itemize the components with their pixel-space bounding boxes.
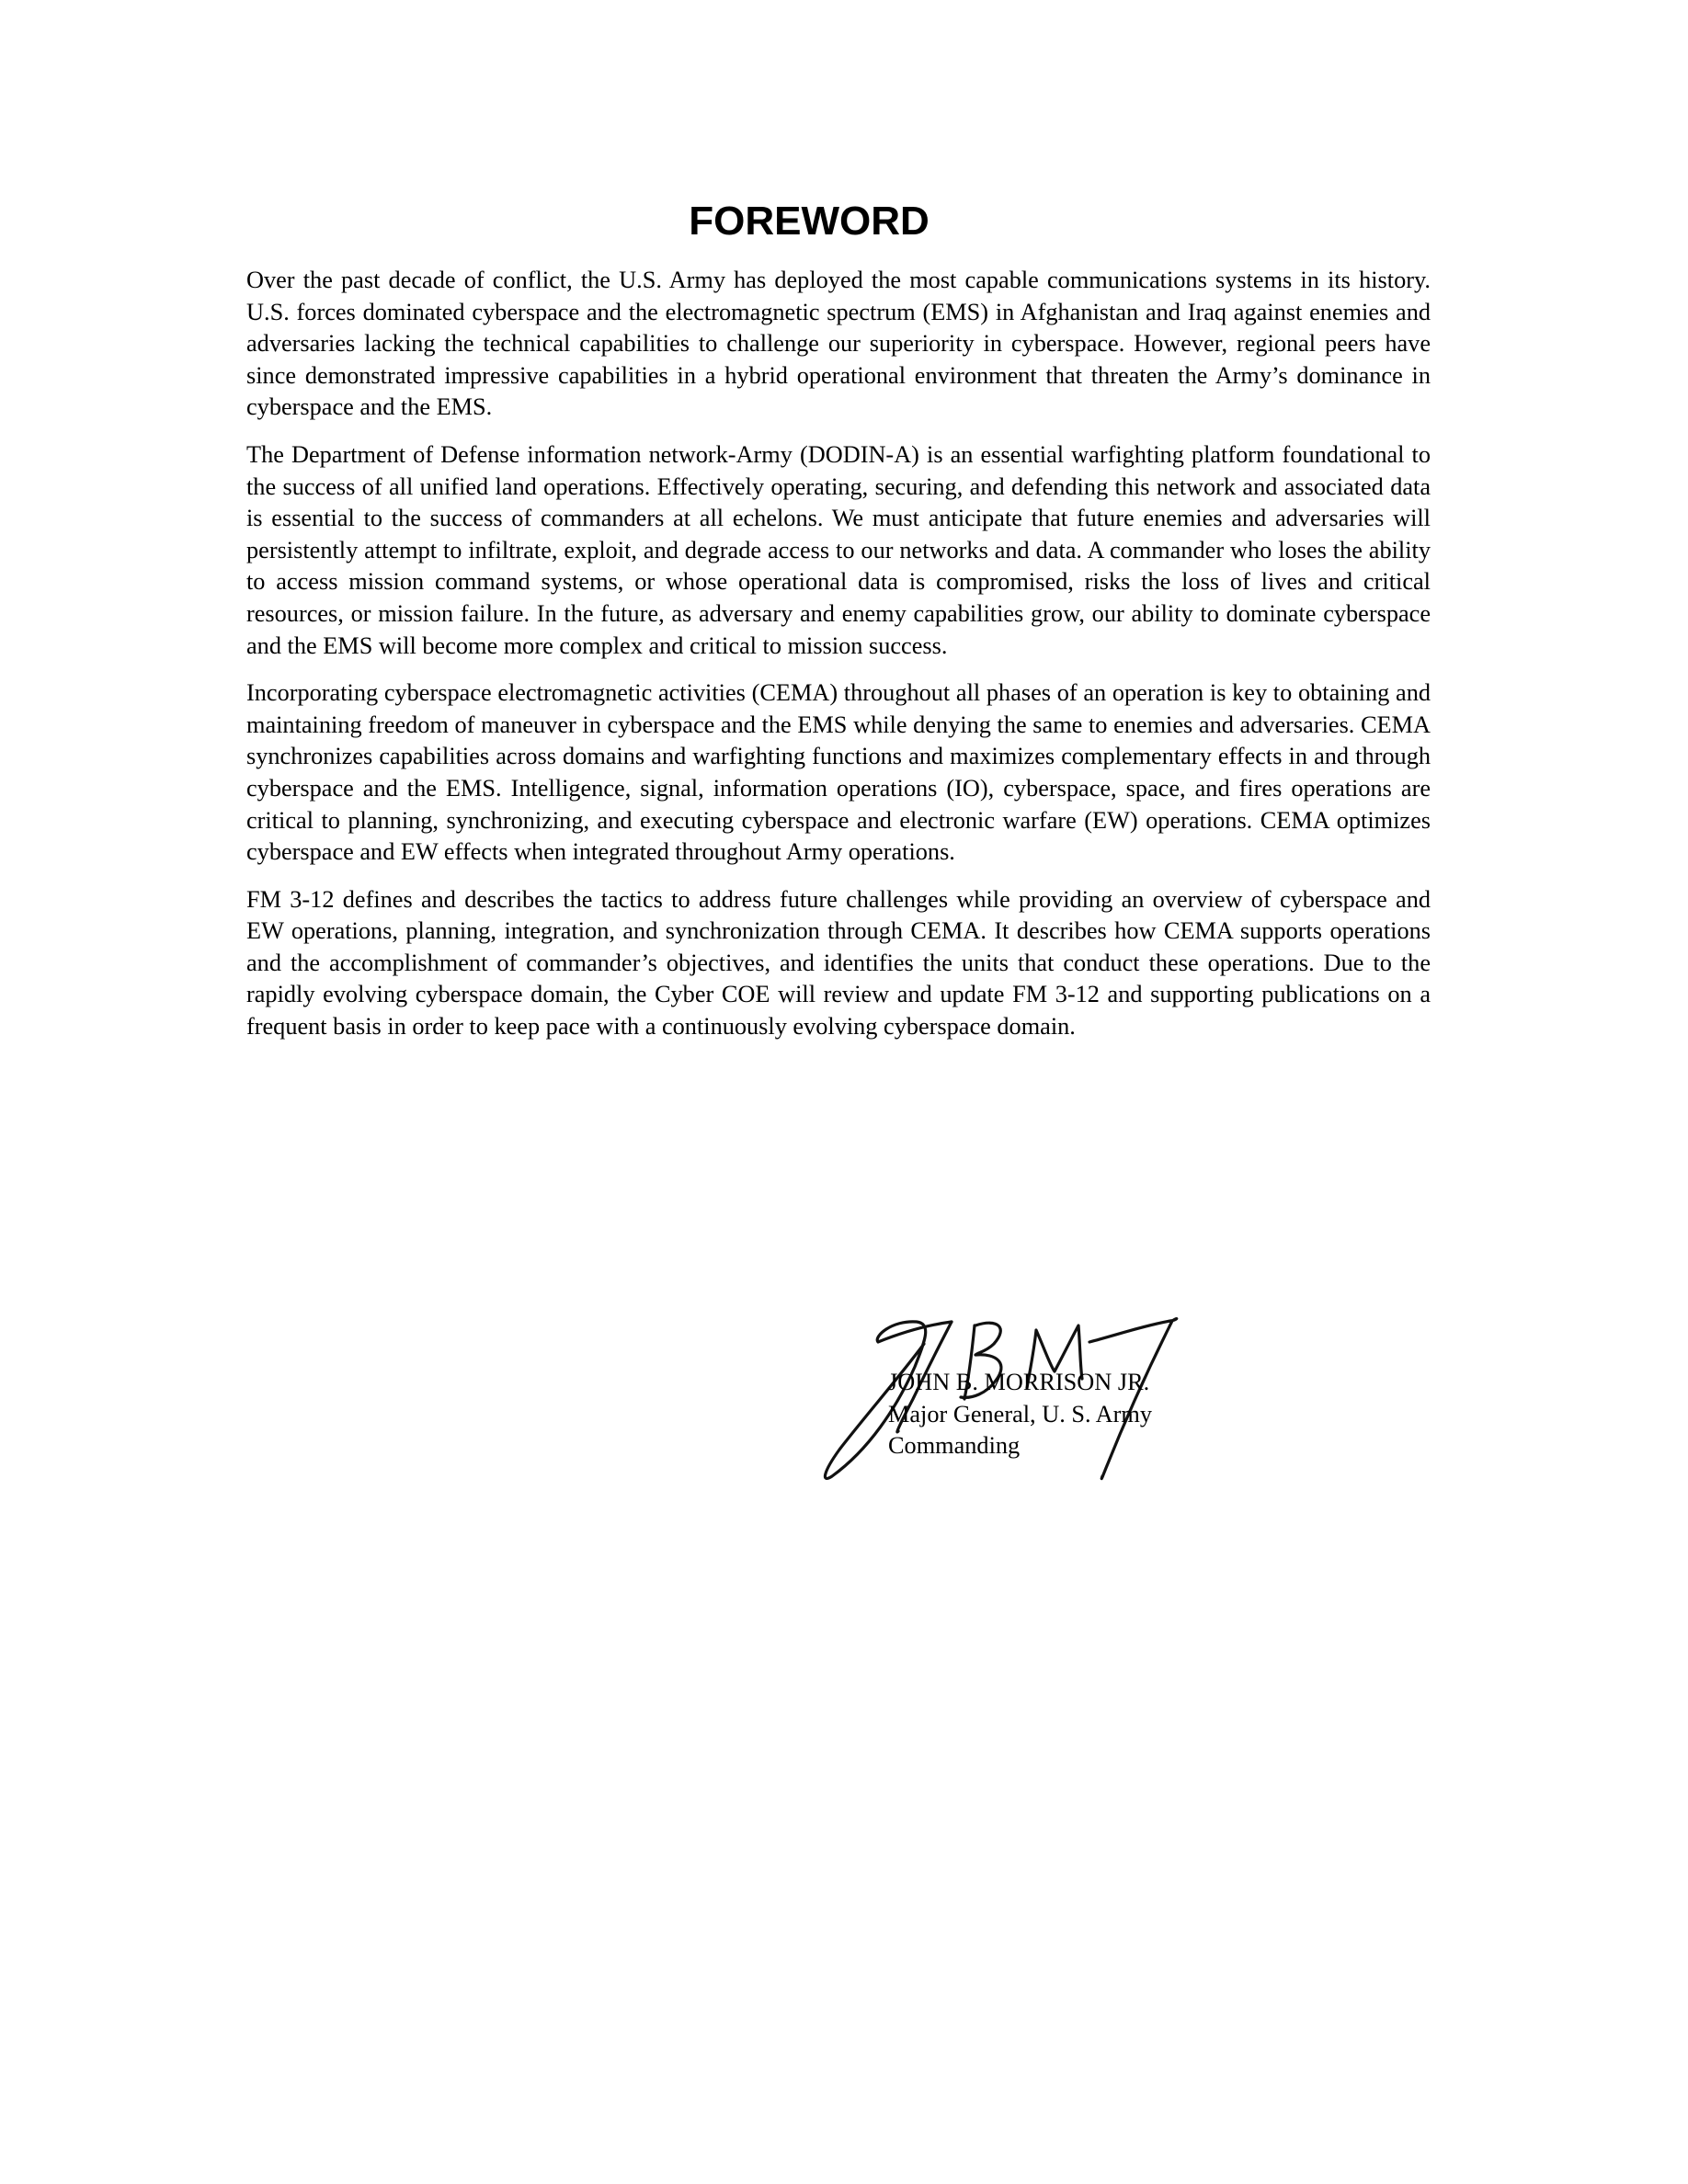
page-title: FOREWORD [689, 199, 930, 244]
paragraph-3: Incorporating cyberspace electromagnetic activities (CEMA) throughout all phases of an operation is key to obtaining and maintaining freedom of maneuver in cyberspace and the EMS while denying the same to enemies and adversaries. CEMA synchronizes capabilities across domains and warfighting functions and maximizes complementary effects in and through cyberspace and the EMS. Intelligence, signal, information operations (IO), cyberspace, space, and fires operations are critical to planning, synchronizing, and executing cyberspace and electronic warfare (EW) operations. CEMA optimizes cyberspace and EW effects when integrated throughout Army operations. [246, 679, 1431, 866]
signer-name: JOHN B. MORRISON JR. [888, 1369, 1150, 1395]
paragraph-4: FM 3-12 defines and describes the tactics to address future challenges while providing an overview of cyberspace and EW operations, planning, integration, and synchronization through CEMA. It describes how CEMA supports operations and the accomplishment of commander’s objectives, and identifies the units that conduct these operations. Due to the rapidly evolving cyberspace domain, the Cyber COE will review and update FM 3-12 and supporting publications on a frequent basis in order to keep pace with a continuously evolving cyberspace domain. [246, 885, 1431, 1041]
paragraph-2: The Department of Defense information network-Army (DODIN-A) is an essential warfighting platform foundational to the success of all unified land operations. Effectively operating, securing, and defending this network and associated data is essential to the success of commanders at all echelons. We must anticipate that future enemies and adversaries will persistently attempt to infiltrate, exploit, and degrade access to our networks and data. A commander who loses the ability to access mission command systems, or whose operational data is compromised, risks the loss of lives and critical resources, or mission failure. In the future, as adversary and enemy capabilities grow, our ability to dominate cyberspace and the EMS will become more complex and critical to mission success. [246, 440, 1431, 659]
signer-rank: Major General, U. S. Army [888, 1400, 1153, 1428]
signer-position: Commanding [888, 1432, 1021, 1459]
paragraph-1: Over the past decade of conflict, the U.S. Army has deployed the most capable communications systems in its history. U.S. forces dominated cyberspace and the electromagnetic spectrum (EMS) in Afghanistan and Iraq against enemies and adversaries lacking the technical capabilities to challenge our superiority in cyberspace. However, regional peers have since demonstrated impressive capabilities in a hybrid operational environment that threaten the Army’s dominance in cyberspace and the EMS. [246, 267, 1431, 421]
signature-block [888, 1367, 1152, 1462]
foreword-body [246, 265, 1431, 1059]
